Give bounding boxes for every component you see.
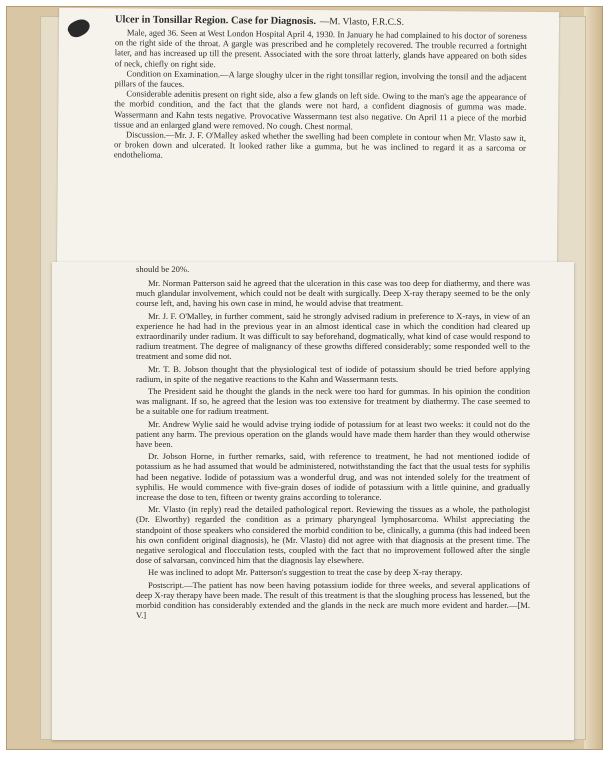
discussion-paragraph: Mr. Andrew Wylie said he would advise trying iodide of potassium for at least two weeks: it could not do the patient any harm. The previous operation on the glands would have made them harder than they would otherwise have been. (136, 418, 530, 450)
article-title: Ulcer in Tonsillar Region. Case for Diagnosis. (115, 14, 316, 28)
reply-paragraph: Mr. Vlasto (in reply) read the detailed pathological report. Reviewing the tissues as a whole, the pathologist (Dr. Elworthy) regarded the condition as a primary pharyngeal lymphosarcoma. Whilst appreciating the standpoint of those speakers who considered the morbid condition to be, clinically, a gumma (this had indeed been his own confident original diagnosis), he (Mr. Vlasto) did not agree with that diagnosis at the present time. The negative serological and flocculation tests, coupled with the fact that no improvement followed after the single dose of salvarsan, convinced him that the diagnosis lay elsewhere. (136, 504, 530, 566)
case-history: Male, aged 36. Seen at West London Hospital April 4, 1930. In January he had complained to his doctor of soreness on the right side of the throat. A gargle was prescribed and he completely recovered. The trouble recurred a fortnight later, and has increased up till the present. Associated with the sore throat latterly, glands have appeared on both sides of neck, chiefly on right side. (114, 27, 527, 69)
bottom-clipping (52, 262, 574, 740)
article-author: —M. Vlasto, F.R.C.S. (319, 17, 405, 28)
discussion-paragraph: The President said he thought the glands in the neck were too hard for gummas. In his opinion the condition was malignant. If so, he agreed that the lesion was too extensive for treatment by diathermy. The case seemed to be a suitable one for radium treatment. (136, 386, 530, 417)
discussion-paragraph: Dr. Jobson Horne, in further remarks, said, with reference to treatment, he had not mentioned iodide of potassium as he had assumed that would be administered, notwithstanding the fact that the usual tests for syphilis had been negative. Iodide of potassium was a wonderful drug, and was not intended solely for the treatment of syphilis. He would commence with five-grain doses of iodide of potassium with a little quinine, and gradually increase the dose to ten, fifteen or twenty grains according to tolerance. (136, 451, 530, 503)
board-edge (584, 7, 602, 749)
discussion-paragraph: Mr. T. B. Jobson thought that the physiological test of iodide of potassium should be tried before applying radium, in spite of the negative reactions to the Kahn and Wassermann tests. (136, 363, 530, 384)
findings-paragraph: Considerable adenitis present on right side, also a few glands on left side. Owing to the man's age the appearance of the morbid condition, and the fact that the glands were not hard, a confident diagnosis of gumma was made. Wassermann and Kahn tests negative. Provocative Wassermann test also negative. On April 11 a piece of the morbid tissue and an enlarged gland were removed. No cough. Chest normal. (114, 88, 527, 132)
discussion-paragraph: Mr. J. F. O'Malley, in further comment, said he strongly advised radium in preference to X-rays, in view of an experience he had had in the previous year in an almost identical case in which the condition had cleared up extraordinarily under radium. It was difficult to say beforehand, dogmatically, what kind of case would respond to radium treatment. The degree of malignancy of these growths differed considerably; some responded well to the treatment and some did not. (136, 310, 530, 362)
discussion-paragraph: Mr. Norman Patterson said he agreed that the ulceration in this case was too deep for diathermy, and there was much glandular involvement, which could not be dealt with surgically. Deep X-ray therapy seemed to be the only course left, and, having his own case in mind, he would advise that treatment. (136, 278, 530, 309)
article-heading (115, 14, 527, 29)
examination-paragraph: Condition on Examination.—A large sloughy ulcer in the right tonsillar region, involving the tonsil and the adjacent pillars of the fauces. (114, 68, 527, 89)
discussion-paragraph: Discussion.—Mr. J. F. O'Malley asked whether the swelling had been complete in contour when Mr. Vlasto saw it, or broken down and ulcerated. It looked rather like a gumma, but he was inclined to regard it as a sarcoma or endothelioma. (113, 129, 527, 161)
top-clipping (57, 8, 559, 274)
reply-paragraph: He was inclined to adopt Mr. Patterson's suggestion to treat the case by deep X-ray therapy. (148, 567, 463, 578)
text-fragment: should be 20%. (136, 264, 190, 274)
postscript-paragraph: Postscript.—The patient has now been having potassium iodide for three weeks, and several applications of deep X-ray therapy have been made. The result of this treatment is that the sloughing process has lessened, but the morbid condition has considerably extended and the glands in the neck are much more evident and harder.—[M. V.] (136, 579, 530, 621)
